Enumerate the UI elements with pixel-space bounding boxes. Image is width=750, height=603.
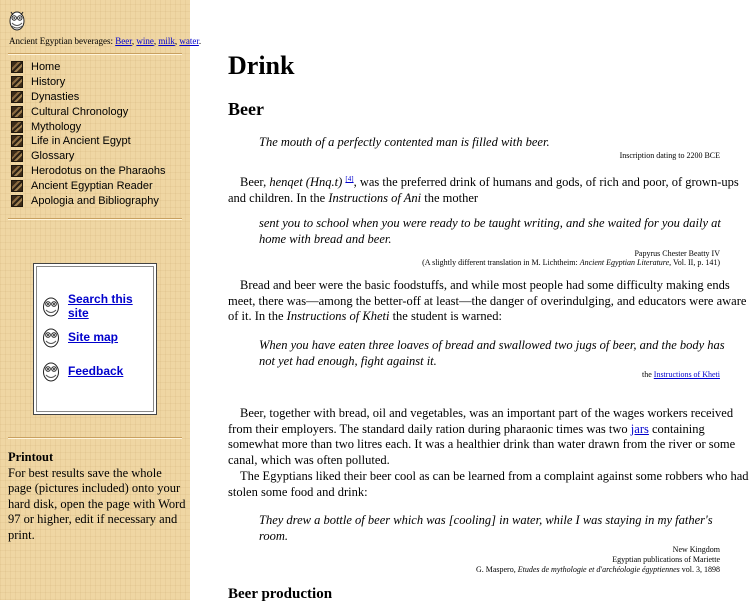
hieroglyph-icon xyxy=(11,91,23,103)
search-row[interactable] xyxy=(42,292,156,320)
sidebar-item-label[interactable]: Apologia and Bibliography xyxy=(31,194,159,207)
hieroglyph-icon xyxy=(11,121,23,133)
sidebar-item-glossary[interactable] xyxy=(11,149,166,164)
quote-source-note xyxy=(422,258,720,268)
owl-icon xyxy=(42,360,60,382)
breadcrumb-link-beer[interactable]: Beer xyxy=(115,36,132,46)
paragraph-cool-beer: The Egyptians liked their beer cool as can be learned from a complaint against some robbers who had stolen some food and drink: xyxy=(228,469,749,499)
text: the student is warned: xyxy=(389,309,502,324)
hieroglyph-icon xyxy=(11,150,23,162)
feedback-link[interactable]: Feedback xyxy=(68,364,124,378)
breadcrumb xyxy=(9,36,201,46)
sidebar-item-label[interactable]: Cultural Chronology xyxy=(31,105,129,118)
sidebar-item-apologia[interactable] xyxy=(11,193,166,208)
sidebar-item-reader[interactable] xyxy=(11,178,166,193)
sidebar-item-label[interactable]: Dynasties xyxy=(31,90,80,103)
paragraph-bread-and-beer xyxy=(228,278,750,325)
divider xyxy=(8,53,182,55)
footnote-link[interactable]: [4] xyxy=(345,175,354,183)
term-henqet: henqet (Hnq.t) xyxy=(269,175,343,190)
breadcrumb-sep: , xyxy=(174,36,178,46)
text: vol. 3, 1898 xyxy=(679,565,720,574)
book-title: Ancient Egyptian Literature xyxy=(579,258,670,267)
feedback-row[interactable] xyxy=(42,360,123,382)
paragraph-henqet xyxy=(228,172,750,206)
sidebar-item-cultural-chronology[interactable] xyxy=(11,104,166,119)
sidebar-item-label[interactable]: Ancient Egyptian Reader xyxy=(31,179,153,192)
sidebar-item-home[interactable] xyxy=(11,60,166,75)
text: (A slightly different translation in M. Lichtheim: xyxy=(422,258,580,267)
hieroglyph-icon xyxy=(11,195,23,207)
text: G. Maspero, xyxy=(475,565,518,574)
paragraph-wages xyxy=(228,406,750,468)
sidebar-item-dynasties[interactable] xyxy=(11,90,166,105)
quote-source: New Kingdom xyxy=(672,545,720,554)
owl-logo-icon[interactable] xyxy=(9,9,25,31)
printout-note xyxy=(8,450,186,544)
quote-bottle-of-beer: They drew a bottle of beer which was [cooling] in water, while I was staying in my father's room. xyxy=(259,513,713,543)
quote-school: sent you to school when you were ready to be taught writing, and she waited for you daily at home with bread and beer. xyxy=(259,216,721,246)
book-title: Etudes de mythologie et d'archéologie égyptiennes xyxy=(517,565,680,574)
quote-source: Inscription dating to 2200 BCE xyxy=(619,151,720,160)
quote-three-loaves: When you have eaten three loaves of bread and swallowed two jugs of beer, and the body has not yet had enough, fight against it. xyxy=(259,338,725,368)
divider xyxy=(8,437,182,439)
printout-text: For best results save the whole page (pictures included) onto your hard disk, open the page with Word 97 or higher, edit if necessary and print. xyxy=(8,465,186,542)
sidebar-item-label[interactable]: History xyxy=(31,76,66,89)
jars-link[interactable]: jars xyxy=(630,421,649,436)
sidebar-item-label[interactable]: Home xyxy=(31,61,61,74)
owl-icon xyxy=(42,295,60,317)
site-links-box xyxy=(33,263,157,415)
instructions-of-kheti-link[interactable]: Instructions of Kheti xyxy=(653,370,720,379)
hieroglyph-icon xyxy=(11,106,23,118)
site-map-link[interactable]: Site map xyxy=(68,330,119,344)
text: Beer, together with bread, oil and vegetables, was an important part of the wages workers received from their employers. The standard daily ration during pharaonic times was two xyxy=(228,406,734,436)
breadcrumb-link-wine[interactable]: wine xyxy=(136,36,154,46)
text: Bread and beer were the basic foodstuffs, and while most people had some difficulty making ends meet, there was—among the better-off at least—the danger of overindulging, and educators were aware of it. In the xyxy=(228,278,747,324)
sidebar-item-label[interactable]: Mythology xyxy=(31,120,82,133)
page-title: Drink xyxy=(228,51,295,80)
text: containing somewhat more than two litres each. It was a healthier drink than water drawn from the river or some canal, which was often polluted. xyxy=(228,421,736,467)
section-heading-beer: Beer xyxy=(228,99,264,119)
breadcrumb-end: . xyxy=(198,36,202,46)
breadcrumb-prefix: Ancient Egyptian beverages: xyxy=(9,36,113,46)
section-heading-beer-production: Beer production xyxy=(228,586,333,602)
title-instructions-of-kheti: Instructions of Kheti xyxy=(286,309,390,324)
sidebar-item-mythology[interactable] xyxy=(11,119,166,134)
quote-source: Egyptian publications of Mariette xyxy=(612,555,720,564)
sidebar-item-herodotus[interactable] xyxy=(11,164,166,179)
text: the xyxy=(642,370,654,379)
breadcrumb-link-milk[interactable]: milk xyxy=(158,36,175,46)
sidebar-item-label[interactable]: Herodotus on the Pharaohs xyxy=(31,164,166,177)
sidebar-item-label[interactable]: Life in Ancient Egypt xyxy=(31,135,131,148)
hieroglyph-icon xyxy=(11,76,23,88)
text: , Vol. II, p. 141) xyxy=(669,258,720,267)
search-site-link[interactable]: Search this site xyxy=(68,292,133,320)
quote-source xyxy=(476,565,720,575)
divider xyxy=(8,218,182,220)
sitemap-row[interactable] xyxy=(42,326,118,348)
main-content xyxy=(228,0,750,600)
sidebar-nav xyxy=(11,60,166,208)
sidebar-item-life[interactable] xyxy=(11,134,166,149)
quote-source: Papyrus Chester Beatty IV xyxy=(634,249,720,258)
text: Beer, xyxy=(240,175,270,190)
breadcrumb-sep: , xyxy=(153,36,157,46)
quote-source xyxy=(642,370,720,380)
text: , was the preferred drink of humans and gods, of rich and poor, of grown-ups and children. In the xyxy=(228,175,739,205)
hieroglyph-icon xyxy=(11,135,23,147)
hieroglyph-icon xyxy=(11,61,23,73)
quote-contented-man: The mouth of a perfectly contented man is filled with beer. xyxy=(259,135,550,149)
breadcrumb-link-water[interactable]: water xyxy=(179,36,199,46)
text: the mother xyxy=(421,190,479,205)
title-instructions-of-ani: Instructions of Ani xyxy=(328,190,422,205)
hieroglyph-icon xyxy=(11,180,23,192)
sidebar-item-history[interactable] xyxy=(11,75,166,90)
sidebar xyxy=(0,0,202,600)
sidebar-item-label[interactable]: Glossary xyxy=(31,150,75,163)
hieroglyph-icon xyxy=(11,165,23,177)
owl-icon xyxy=(42,326,60,348)
breadcrumb-sep: , xyxy=(131,36,135,46)
printout-title: Printout xyxy=(8,450,54,464)
